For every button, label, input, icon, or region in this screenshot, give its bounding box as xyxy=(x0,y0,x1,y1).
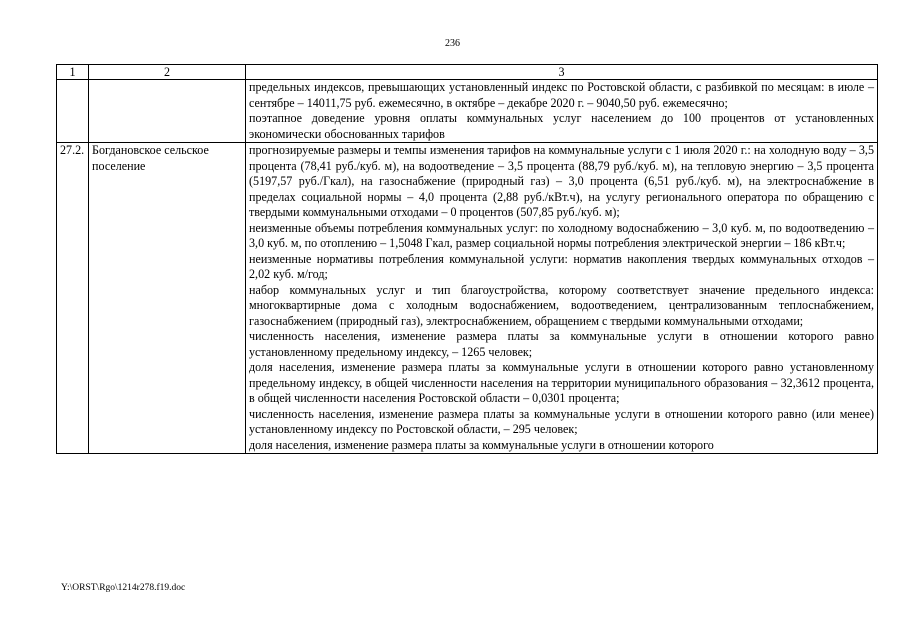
footer-file-path: Y:\ORST\Rgo\1214r278.f19.doc xyxy=(61,583,186,593)
header-col-1: 1 xyxy=(57,65,89,80)
table-row xyxy=(57,143,878,454)
continuation-name-cell xyxy=(89,80,246,143)
settlement-name-cell: Богдановское сельское поселение xyxy=(89,143,246,454)
paragraph: численность населения, изменение размера платы за коммунальные услуги в отношении которого равно установленному предельному индексу, – 1265 человек; xyxy=(249,329,874,359)
paragraph: численность населения, изменение размера платы за коммунальные услуги в отношении которого равно (или менее) установленному индексу по Ростовской области, – 295 человек; xyxy=(249,406,874,436)
row-text-cell xyxy=(246,143,878,454)
document-table xyxy=(56,64,878,454)
continuation-number-cell xyxy=(57,80,89,143)
paragraph: прогнозируемые размеры и темпы изменения тарифов на коммунальные услуги с 1 июля 2020 г.: на холодную воду – 3,5 процента (78,41 руб./куб. м), на водоотведение – 3,5 процента (88,79 руб./куб. м), на тепловую энергию – 3,5 процента (5197,57 руб./Гкал), на газоснабжение (природный газ) – 3,0 процента (6,51 руб./куб. м), на электроснабжение в пределах социальной нормы – 4,0 процента (2,88 руб./кВт.ч), на услугу регионального оператора по обращению с твердыми коммунальными отходами – 0 процентов (507,85 руб./куб. м); xyxy=(249,143,874,219)
table-row-continuation xyxy=(57,80,878,143)
paragraph: неизменные нормативы потребления коммунальной услуги: норматив накопления твердых коммунальных отходов – 2,02 куб. м/год; xyxy=(249,251,874,281)
paragraph: неизменные объемы потребления коммунальных услуг: по холодному водоснабжению – 3,0 куб. м, по водоотведению – 3,0 куб. м, по отоплению – 1,5048 Гкал, размер социальной нормы потребления электрической энергии – 186 кВт.ч; xyxy=(249,220,874,250)
paragraph: доля населения, изменение размера платы за коммунальные услуги в отношении которого xyxy=(249,437,714,452)
page-number: 236 xyxy=(445,38,460,49)
paragraph: доля населения, изменение размера платы за коммунальные услуги в отношении которого равно установленному предельному индексу, в общей численности населения на территории муниципального образования – 32,3612 процента, в общей численности населения Ростовской области – 0,0301 процента; xyxy=(249,360,874,405)
header-col-3: 3 xyxy=(246,65,878,80)
paragraph: поэтапное доведение уровня оплаты коммунальных услуг населением до 100 процентов от установленных экономически обоснованных тарифов xyxy=(249,111,874,141)
paragraph: набор коммунальных услуг и тип благоустройства, которому соответствует значение предельного индекса: многоквартирные дома с холодным водоснабжением, водоотведением, централизованным теплоснабжением, газоснабжением (природный газ), электроснабжением, обращением с твердыми коммунальными отходами; xyxy=(249,282,874,328)
paragraph: предельных индексов, превышающих установленный индекс по Ростовской области, с разбивкой по месяцам: в июле – сентябре – 14011,75 руб. ежемесячно, в октябре – декабре 2020 г. – 9040,50 руб. ежемесячно; xyxy=(249,80,874,110)
continuation-text-cell xyxy=(246,80,878,143)
header-col-2: 2 xyxy=(89,65,246,80)
table-header-row xyxy=(57,65,878,80)
row-number-cell: 27.2. xyxy=(57,143,89,454)
